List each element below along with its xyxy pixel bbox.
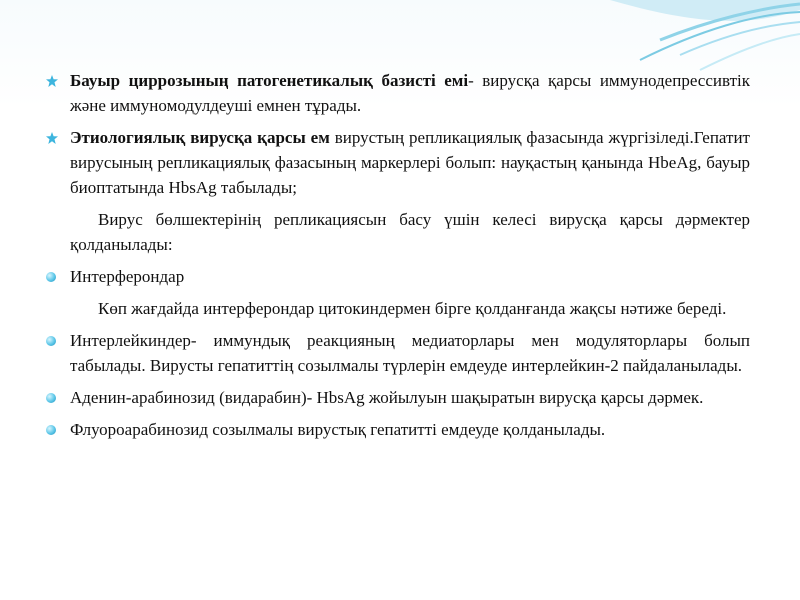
list-item [46, 264, 750, 289]
item-bold-text: Бауыр циррозының патогенетикалық базисті емі [70, 71, 469, 90]
list-item [46, 385, 750, 410]
item-text: Аденин-арабинозид (видарабин)- HbsAg жойылуын шақыратын вирусқа қарсы дәрмек. [70, 388, 704, 407]
star-bullet-icon [46, 132, 58, 144]
circle-bullet-icon [46, 336, 56, 346]
item-text: Флуороарабинозид созылмалы вирустық гепатитті емдеуде қолданылады. [70, 420, 606, 439]
circle-bullet-icon [46, 393, 56, 403]
item-text: Вирус бөлшектерінің репликациясын басу үшін келесі вирусқа қарсы дәрмектер қолданылады: [70, 210, 750, 254]
list-item [46, 125, 750, 200]
list-item [46, 417, 750, 442]
item-bold-text: Этиологиялық вирусқа қарсы ем [70, 128, 330, 147]
star-bullet-icon [46, 75, 58, 87]
list-item [46, 328, 750, 378]
paragraph [46, 296, 750, 321]
item-text: - вирусқа қарсы иммунодепрессивтік және иммуномодулдеуші емнен тұрады. [70, 71, 750, 115]
item-text: Көп жағдайда интерферондар цитокиндермен бірге қолданғанда жақсы нәтиже береді. [98, 299, 727, 318]
item-text: вирустың репликациялық фазасында жүргізіледі.Гепатит вирусының репликациялық фазасының маркерлері болып: науқастың қанында HbeAg, бауыр биоптатында HbsAg табылады; [70, 128, 750, 197]
circle-bullet-icon [46, 272, 56, 282]
circle-bullet-icon [46, 425, 56, 435]
item-text: Интерферондар [70, 267, 185, 286]
paragraph [46, 207, 750, 257]
slide-body [46, 68, 750, 449]
item-text: Интерлейкиндер- иммундық реакцияның медиаторлары мен модуляторлары болып табылады. Вирусты гепатиттің созылмалы түрлерін емдеуде интерлейкин-2 пайдаланылады. [70, 331, 750, 375]
list-item [46, 68, 750, 118]
